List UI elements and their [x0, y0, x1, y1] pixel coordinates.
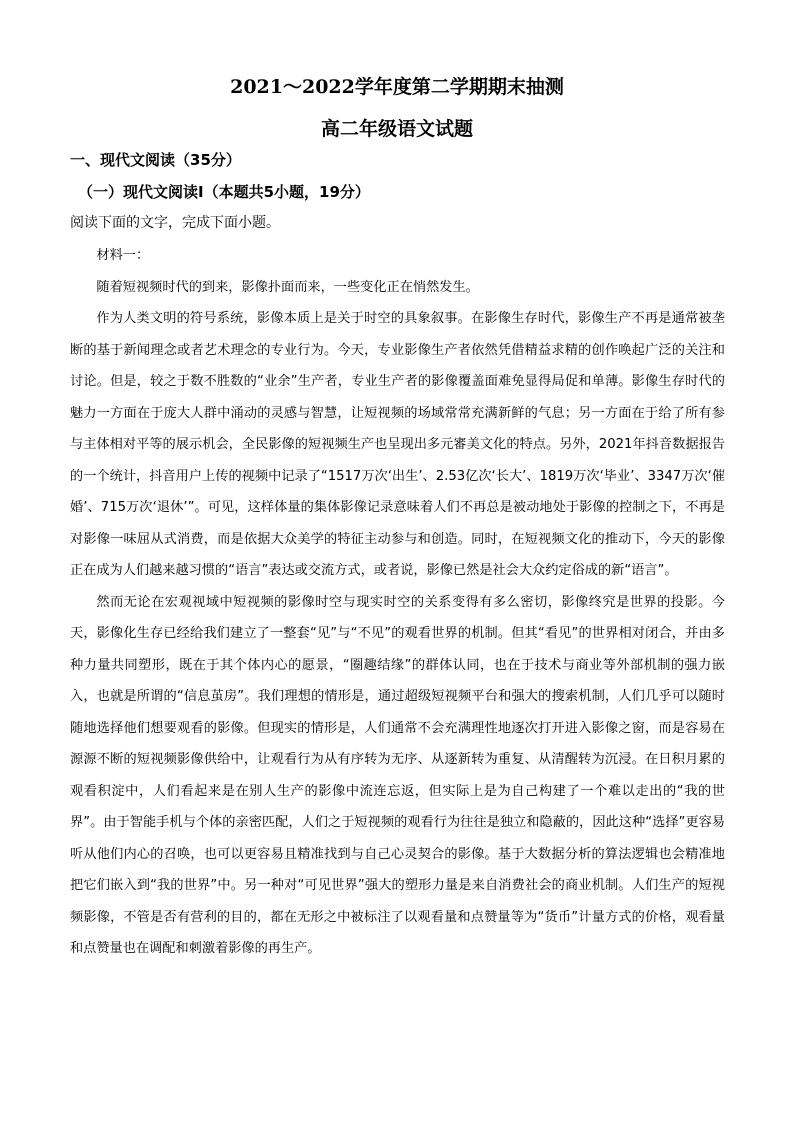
passage-paragraph: 然而无论在宏观视域中短视频的影像时空与现实时空的关系变得有多么密切，影像终究是世界的投影。今天，影像化生存已经给我们建立了一整套“见”与“不见”的观看世界的机制。但其“看见”的世界相对闭合，并由多种力量共同塑形，既在于其个体内心的愿景，“圈趣结缘”的群体认同，也在于技术与商业等外部机制的强力嵌入，也就是所谓的“信息茧房”。我们理想的情形是，通过超级短视频平台和强大的搜索机制，人们几乎可以随时随地选择他们想要观看的影像。但现实的情形是，人们通常不会充满理性地逐次打开进入影像之窗，而是容易在源源不断的短视频影像供给中，让观看行为从有序转为无序、从逐新转为重复、从清醒转为沉浸。在日积月累的观看积淀中，人们看起来是在别人生产的影像中流连忘返，但实际上是为自己构建了一个难以走出的“我的世界”。由于智能手机与个体的亲密匹配，人们之于短视频的观看行为往往是独立和隐蔽的，因此这种“选择”更容易听从他们内心的召唤，也可以更容易且精准找到与自己心灵契合的影像。基于大数据分析的算法逻辑也会精准地把它们嵌入到“我的世界”中。另一种对“可见世界”强大的塑形力量是来自消费社会的商业机制。人们生产的短视频影像，不管是否有营利的目的，都在无形之中被标注了以观看量和点赞量等为“货币”计量方式的价格，观看量和点赞量也在调配和刺激着影像的再生产。 [70, 594, 725, 956]
reading-instruction: 阅读下面的文字，完成下面小题。 [70, 215, 280, 231]
document-title: 2021～2022学年度第二学期期末抽测 [230, 76, 564, 98]
passage-paragraph: 作为人类文明的符号系统，影像本质上是关于时空的具象叙事。在影像生存时代，影像生产不再是通常被垄断的基于新闻理念或者艺术理念的专业行为。今天，专业影像生产者依然凭借精益求精的创作唤起广泛的关注和讨论。但是，较之于数不胜数的“业余”生产者，专业生产者的影像覆盖面难免显得局促和单薄。影像生存时代的魅力一方面在于庞大人群中涌动的灵感与智慧，让短视频的场域常常充满新鲜的气息；另一方面在于给了所有参与主体相对平等的展示机会，全民影像的短视频生产也呈现出多元審美文化的特点。另外，2021年抖音数据报告的一个统计，抖音用户上传的视频中记录了“1517万次‘出生’、2.53亿次‘长大’、1819万次‘毕业’、3347万次‘催婚’、715万次‘退休’”。可见，这样体量的集体影像记录意味着人们不再总是被动地处于影像的控制之下，不再是对影像一味屈从式消费，而是依据大众美学的特征主动参与和创造。同时，在短视频文化的推动下，今天的影像正在成为人们越来越习惯的“语言”表达或交流方式，或者说，影像已然是社会大众约定俗成的新“语言”。 [70, 311, 725, 578]
material-label: 材料一： [96, 248, 150, 263]
passage-paragraph: 随着短视频时代的到来，影像扑面而来，一些变化正在悄然发生。 [96, 279, 479, 295]
reading-passage [70, 240, 725, 965]
section-heading: 一、现代文阅读（35分） [70, 151, 241, 169]
subsection-heading: （一）现代文阅读Ⅰ（本题共5小题，19分） [78, 183, 370, 201]
document-subtitle: 高二年级语文试题 [320, 118, 473, 140]
